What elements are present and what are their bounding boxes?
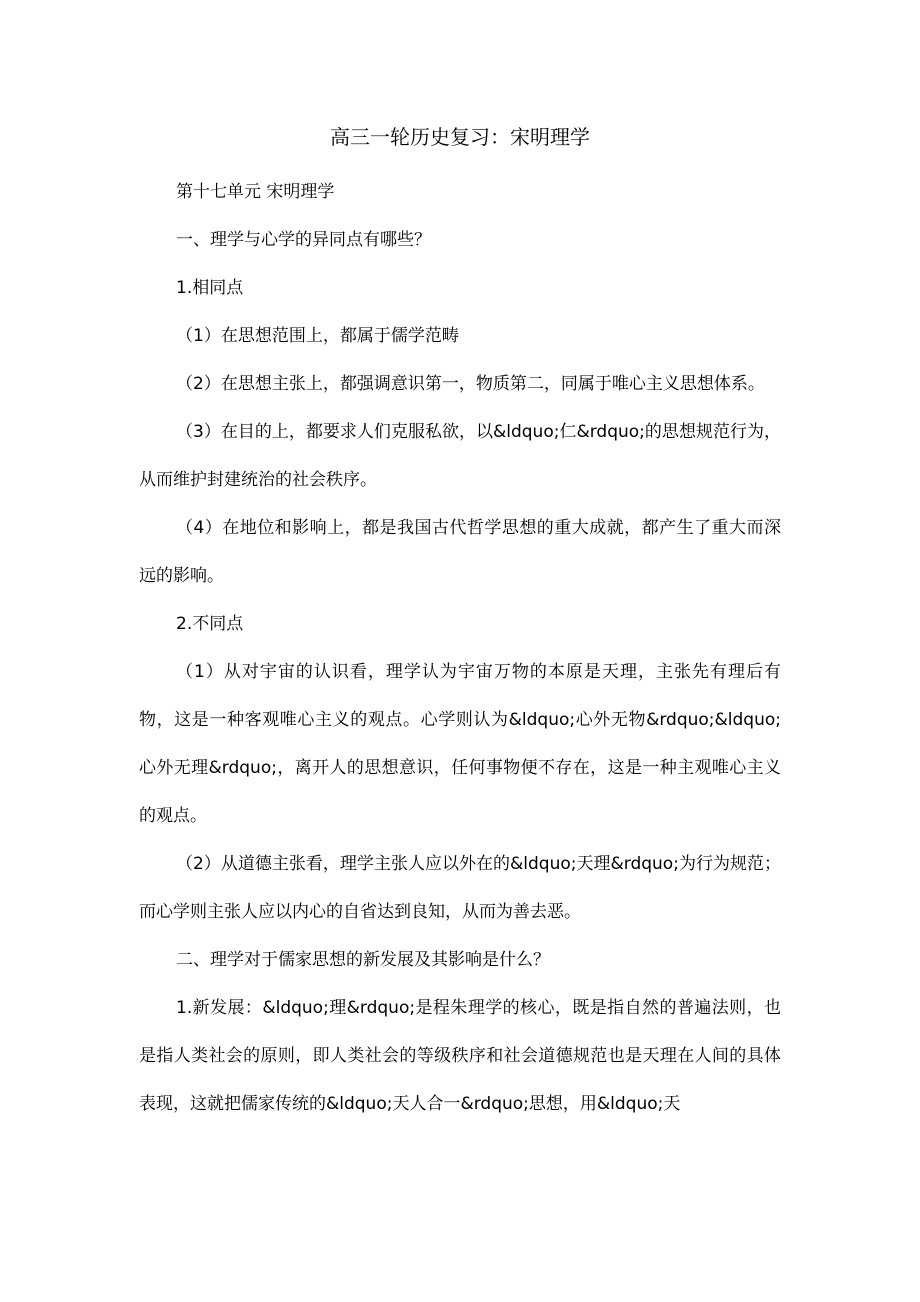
section-heading-1: 一、理学与心学的异同点有哪些？ — [176, 230, 431, 250]
paragraph: （1）从对宇宙的认识看，理学认为宇宙万物的本原是天理，主张先有理后有物，这是一种客观唯心主义的观点。心学则认为&ldquo;心外无物&rdquo;&ldquo;心外无理&rdquo;，离开人的思想意识，任何事物便不存在，这是一种主观唯心主义的观点。 — [139, 662, 781, 826]
paragraph: （1）在思想范围上，都属于儒学范畴 — [176, 326, 459, 346]
paragraph: （3）在目的上，都要求人们克服私欲，以&ldquo;仁&rdquo;的思想规范行为，从而维护封建统治的社会秩序。 — [139, 422, 781, 490]
unit-heading: 第十七单元 宋明理学 — [176, 182, 335, 202]
document-title: 高三一轮历史复习：宋明理学 — [330, 125, 590, 149]
subheading-similarities: 1.相同点 — [176, 278, 244, 298]
paragraph: （2）在思想主张上，都强调意识第一，物质第二，同属于唯心主义思想体系。 — [176, 374, 765, 394]
paragraph: （4）在地位和影响上，都是我国古代哲学思想的重大成就，都产生了重大而深远的影响。 — [139, 518, 781, 586]
section-heading-2: 二、理学对于儒家思想的新发展及其影响是什么？ — [176, 950, 550, 970]
subheading-differences: 2.不同点 — [176, 614, 244, 634]
document-body — [139, 168, 781, 1128]
paragraph: 1.新发展：&ldquo;理&rdquo;是程朱理学的核心，既是指自然的普遍法则，也是指人类社会的原则，即人类社会的等级秩序和社会道德规范也是天理在人间的具体表现，这就把儒家传统的&ldquo;天人合一&rdquo;思想，用&ldquo;天 — [139, 998, 781, 1114]
paragraph: （2）从道德主张看，理学主张人应以外在的&ldquo;天理&rdquo;为行为规范；而心学则主张人应以内心的自省达到良知，从而为善去恶。 — [139, 854, 781, 922]
